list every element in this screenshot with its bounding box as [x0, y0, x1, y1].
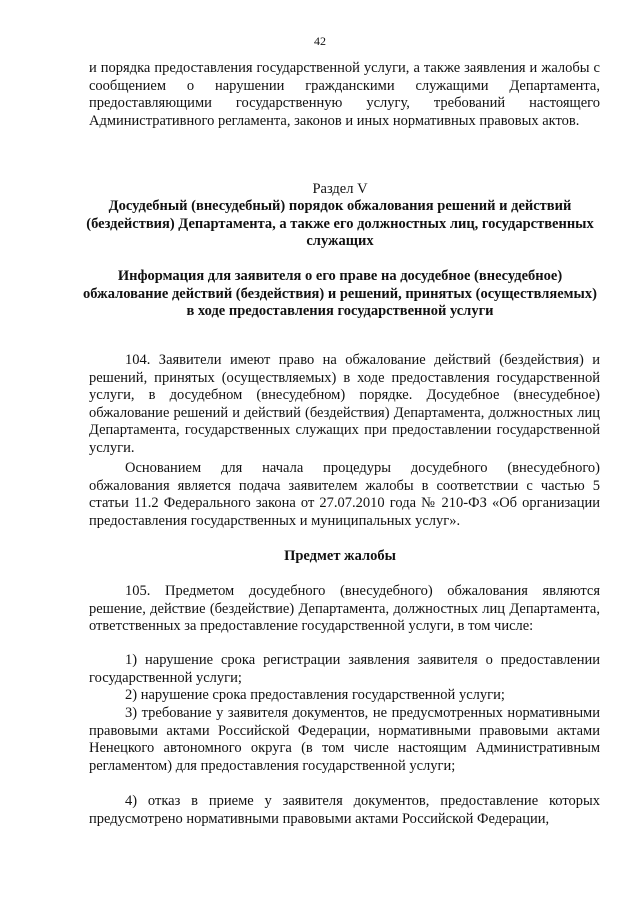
- section-title: Досудебный (внесудебный) порядок обжалования решений и действий (бездействия) Департамента, а также его должностных лиц, государственных служащих: [86, 198, 594, 250]
- list-item: 2) нарушение срока предоставления государственной услуги;: [125, 687, 505, 703]
- subsection-title: Информация для заявителя о его праве на досудебное (внесудебное) обжалование действий (бездействия) и решений, принятых (осуществляемых) в ходе предоставления государственной услуги: [83, 268, 597, 320]
- intro-paragraph: и порядка предоставления государственной услуги, а также заявления и жалобы с сообщением о нарушении гражданскими служащими Департамента, предоставляющими государственную услугу, требований настоящего Административного регламента, законов и иных нормативных правовых актов.: [89, 60, 600, 129]
- list-item: 1) нарушение срока регистрации заявления заявителя о предоставлении государственной услуги;: [89, 652, 600, 686]
- paragraph-104: 104. Заявители имеют право на обжалование действий (бездействия) и решений, принятых (осуществляемых) в ходе предоставления государственной услуги, в досудебном (внесудебном) порядке. Досудебное (внесудебное) обжалование решений и действий (бездействия) Департамента, должностных лиц Департамента, государственных служащих при предоставлении государственной услуги.: [89, 352, 600, 456]
- page-number: 42: [314, 34, 326, 48]
- complaint-subject-heading: Предмет жалобы: [284, 548, 396, 564]
- section-label: Раздел V: [312, 181, 368, 197]
- list-item: 4) отказ в приеме у заявителя документов, предоставление которых предусмотрено нормативными правовыми актами Российской Федерации,: [89, 793, 600, 827]
- paragraph-105: 105. Предметом досудебного (внесудебного) обжалования являются решение, действие (бездействие) Департамента, должностных лиц Департамента, ответственных за предоставление государственной услуги, в том числе:: [89, 583, 600, 635]
- list-item: 3) требование у заявителя документов, не предусмотренных нормативными правовыми актами Российской Федерации, нормативными правовыми актами Ненецкого автономного округа (в том числе настоящим Административным регламентом) для предоставления государственной услуги;: [89, 705, 600, 774]
- paragraph-basis: Основанием для начала процедуры досудебного (внесудебного) обжалования является подача заявителем жалобы в соответствии с частью 5 статьи 11.2 Федерального закона от 27.07.2010 года № 210-ФЗ «Об организации предоставления государственных и муниципальных услуг».: [89, 460, 600, 529]
